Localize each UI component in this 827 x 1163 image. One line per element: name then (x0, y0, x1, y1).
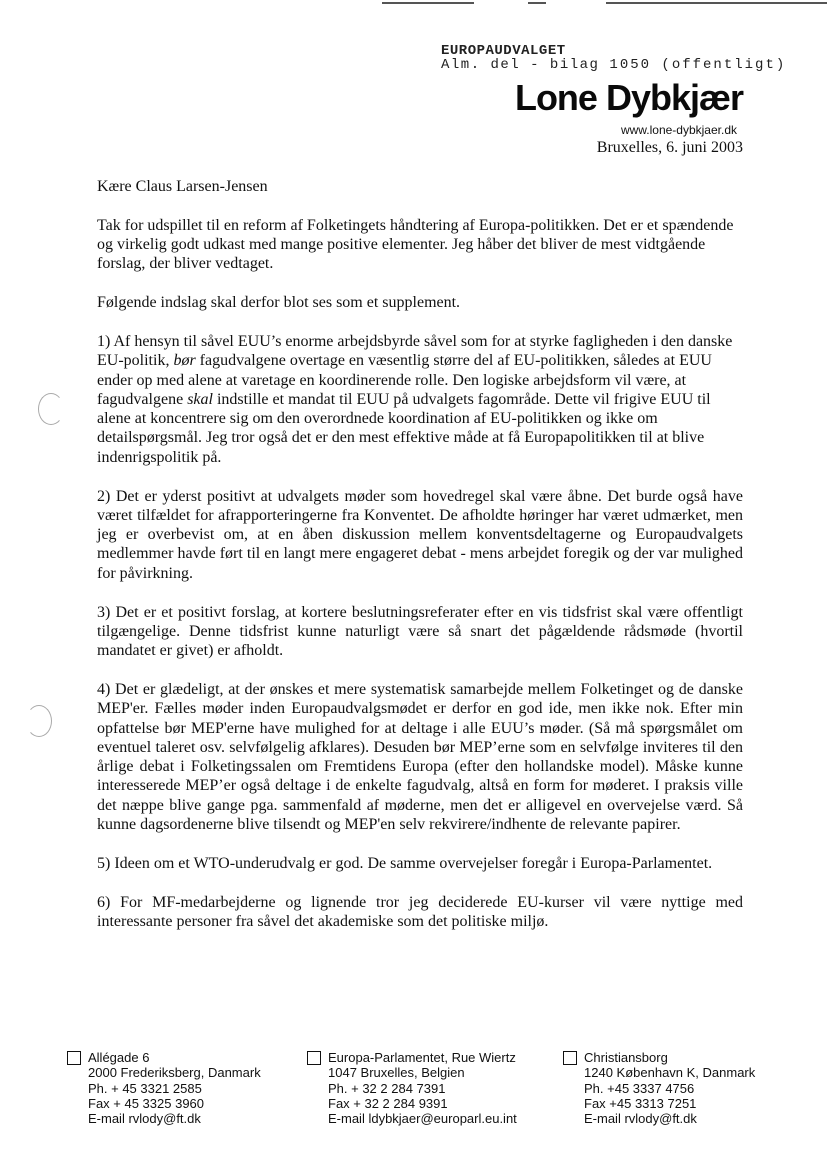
lead-paragraph: Følgende indslag skal derfor blot ses som et supplement. (97, 294, 461, 312)
checkbox-icon (563, 1051, 577, 1065)
address-email: E-mail rvlody@ft.dk (584, 1111, 697, 1127)
stamp-annex: Alm. del - bilag (441, 57, 600, 73)
sender-website: www.lone-dybkjaer.dk (620, 123, 737, 137)
letterhead (515, 76, 743, 157)
salutation: Kære Claus Larsen-Jensen (97, 178, 268, 195)
address-fax: Fax + 45 3325 3960 (88, 1095, 205, 1111)
point-1-emphasis: skal (187, 390, 213, 408)
address-fax: Fax +45 3313 7251 (584, 1095, 697, 1111)
scan-artifact-line (528, 2, 546, 4)
address-phone: Ph. + 45 3321 2585 (88, 1080, 202, 1096)
letter-body (97, 177, 743, 951)
address-line: Christiansborg (584, 1050, 668, 1065)
address-city: 2000 Frederiksberg, Danmark (88, 1065, 261, 1081)
scan-artifact-line (382, 2, 474, 4)
stamp-committee: EUROPAUDVALGET (441, 43, 566, 59)
stamp-reference (441, 58, 786, 72)
point-1-text: indstille et mandat til EUU på udvalgets fagområde. Dette vil frigive EUU til alene at koncentrere sig om den overordnede koordination af EU-politikken og ikke om detailspørgsmål. Jeg tror også det er den mest effektive måde at få Europapolitikken til at blive indenrigspolitik på. (97, 390, 711, 466)
point-4-paragraph: 4) Det er glædeligt, at der ønskes et mere systematisk samarbejde mellem Folketinget og de danske MEP'er. Fælles møder inden Europaudvalgsmødet er derfor en god ide, men ikke nok. Efter min opfattelse bør MEP'erne have mulighed for at deltage i alle EUU’s møder. (Så må spørgsmålet om eventuel taleret osv. selvfølgelig afklares). Desuden bør MEP’erne som en selvfølge inviteres til den årlige debat i Folketingssalen om Fremtidens Europa (efter den hollandske model). Måske kunne interesserede MEP’er også deltage i de enkelte fagudvalg, altså en form for møderet. I praksis ville det næppe blive gange pga. sammenfald af møderne, men det er alligevel en overvejelse værd. Så kunne dagsordenerne blive tilsendt og MEP'en selv rekvirere/indhente de relevante papirer. (97, 680, 743, 834)
address-fax: Fax + 32 2 284 9391 (328, 1095, 448, 1111)
address-line: Europa-Parlamentet, Rue Wiertz (328, 1050, 516, 1065)
sender-name: Lone Dybkjær (514, 77, 743, 118)
point-1-text: 1) Af hensyn til såvel EUU’s enorme arbejdsbyrde såvel som for at styrke fagligheden i den danske EU-politik, (97, 332, 733, 370)
address-city: 1047 Bruxelles, Belgien (328, 1065, 465, 1081)
address-block-frederiksberg (88, 1050, 261, 1126)
letter-date: Bruxelles, 6. juni 2003 (596, 139, 743, 156)
address-block-christiansborg (584, 1050, 755, 1126)
hole-punch-mark (38, 393, 64, 425)
address-block-bruxelles (328, 1050, 517, 1126)
address-email: E-mail ldybkjaer@europarl.eu.int (328, 1111, 517, 1127)
point-5-paragraph: 5) Ideen om et WTO-underudvalg er god. De samme overvejelser foregår i Europa-Parlamentet. (97, 854, 713, 872)
point-1-text: fagudvalgene overtage en væsentlig større del af EU-politikken, således at EUU ender op med alene at varetage en koordinerende rolle. Den logiske arbejdsform vil være, at fagudvalgene (97, 352, 712, 408)
intro-paragraph: Tak for udspillet til en reform af Folketingets håndtering af Europa-politikken. Det er et spændende og virkelig godt udkast med mange positive elementer. Jeg håber det bliver de mest vidtgående forslag, der bliver vedtaget. (97, 216, 734, 273)
address-phone: Ph. +45 3337 4756 (584, 1080, 695, 1096)
checkbox-icon (307, 1051, 321, 1065)
point-3-paragraph: 3) Det er et positivt forslag, at kortere beslutningsreferater efter en vis tidsfrist skal være offentligt tilgængelige. Denne tidsfrist kunne naturligt være så snart det pågældende rådsmøde (hvortil mandatet er givet) er afholdt. (97, 603, 743, 660)
address-line: Allégade 6 (88, 1050, 150, 1065)
hole-punch-mark (26, 705, 52, 737)
archive-stamp (441, 44, 786, 72)
stamp-annex-number: 1050 (offentligt) (609, 57, 787, 73)
address-city: 1240 København K, Danmark (584, 1065, 756, 1081)
checkbox-icon (67, 1051, 81, 1065)
point-2-paragraph: 2) Det er yderst positivt at udvalgets møder som hovedregel skal være åbne. Det burde også have været tilfældet for afrapporteringerne fra Konventet. De afholdte høringer har været udmærket, men jeg er overbevist om, at en åben diskussion mellem konventsdeltagerne og Europaudvalgets medlemmer havde ført til en langt mere engageret debat - mens arbejdet foregik og der var mulighed for påvirkning. (97, 487, 743, 582)
point-1-emphasis: bør (173, 352, 196, 370)
scan-artifact-line (606, 2, 827, 4)
point-6-paragraph: 6) For MF-medarbejderne og lignende tror jeg deciderede EU-kurser vil være nyttige med interessante personer fra såvel det akademiske som det politiske miljø. (97, 893, 743, 930)
point-1-paragraph (97, 332, 743, 467)
address-phone: Ph. + 32 2 284 7391 (328, 1080, 446, 1096)
address-email: E-mail rvlody@ft.dk (88, 1111, 201, 1127)
